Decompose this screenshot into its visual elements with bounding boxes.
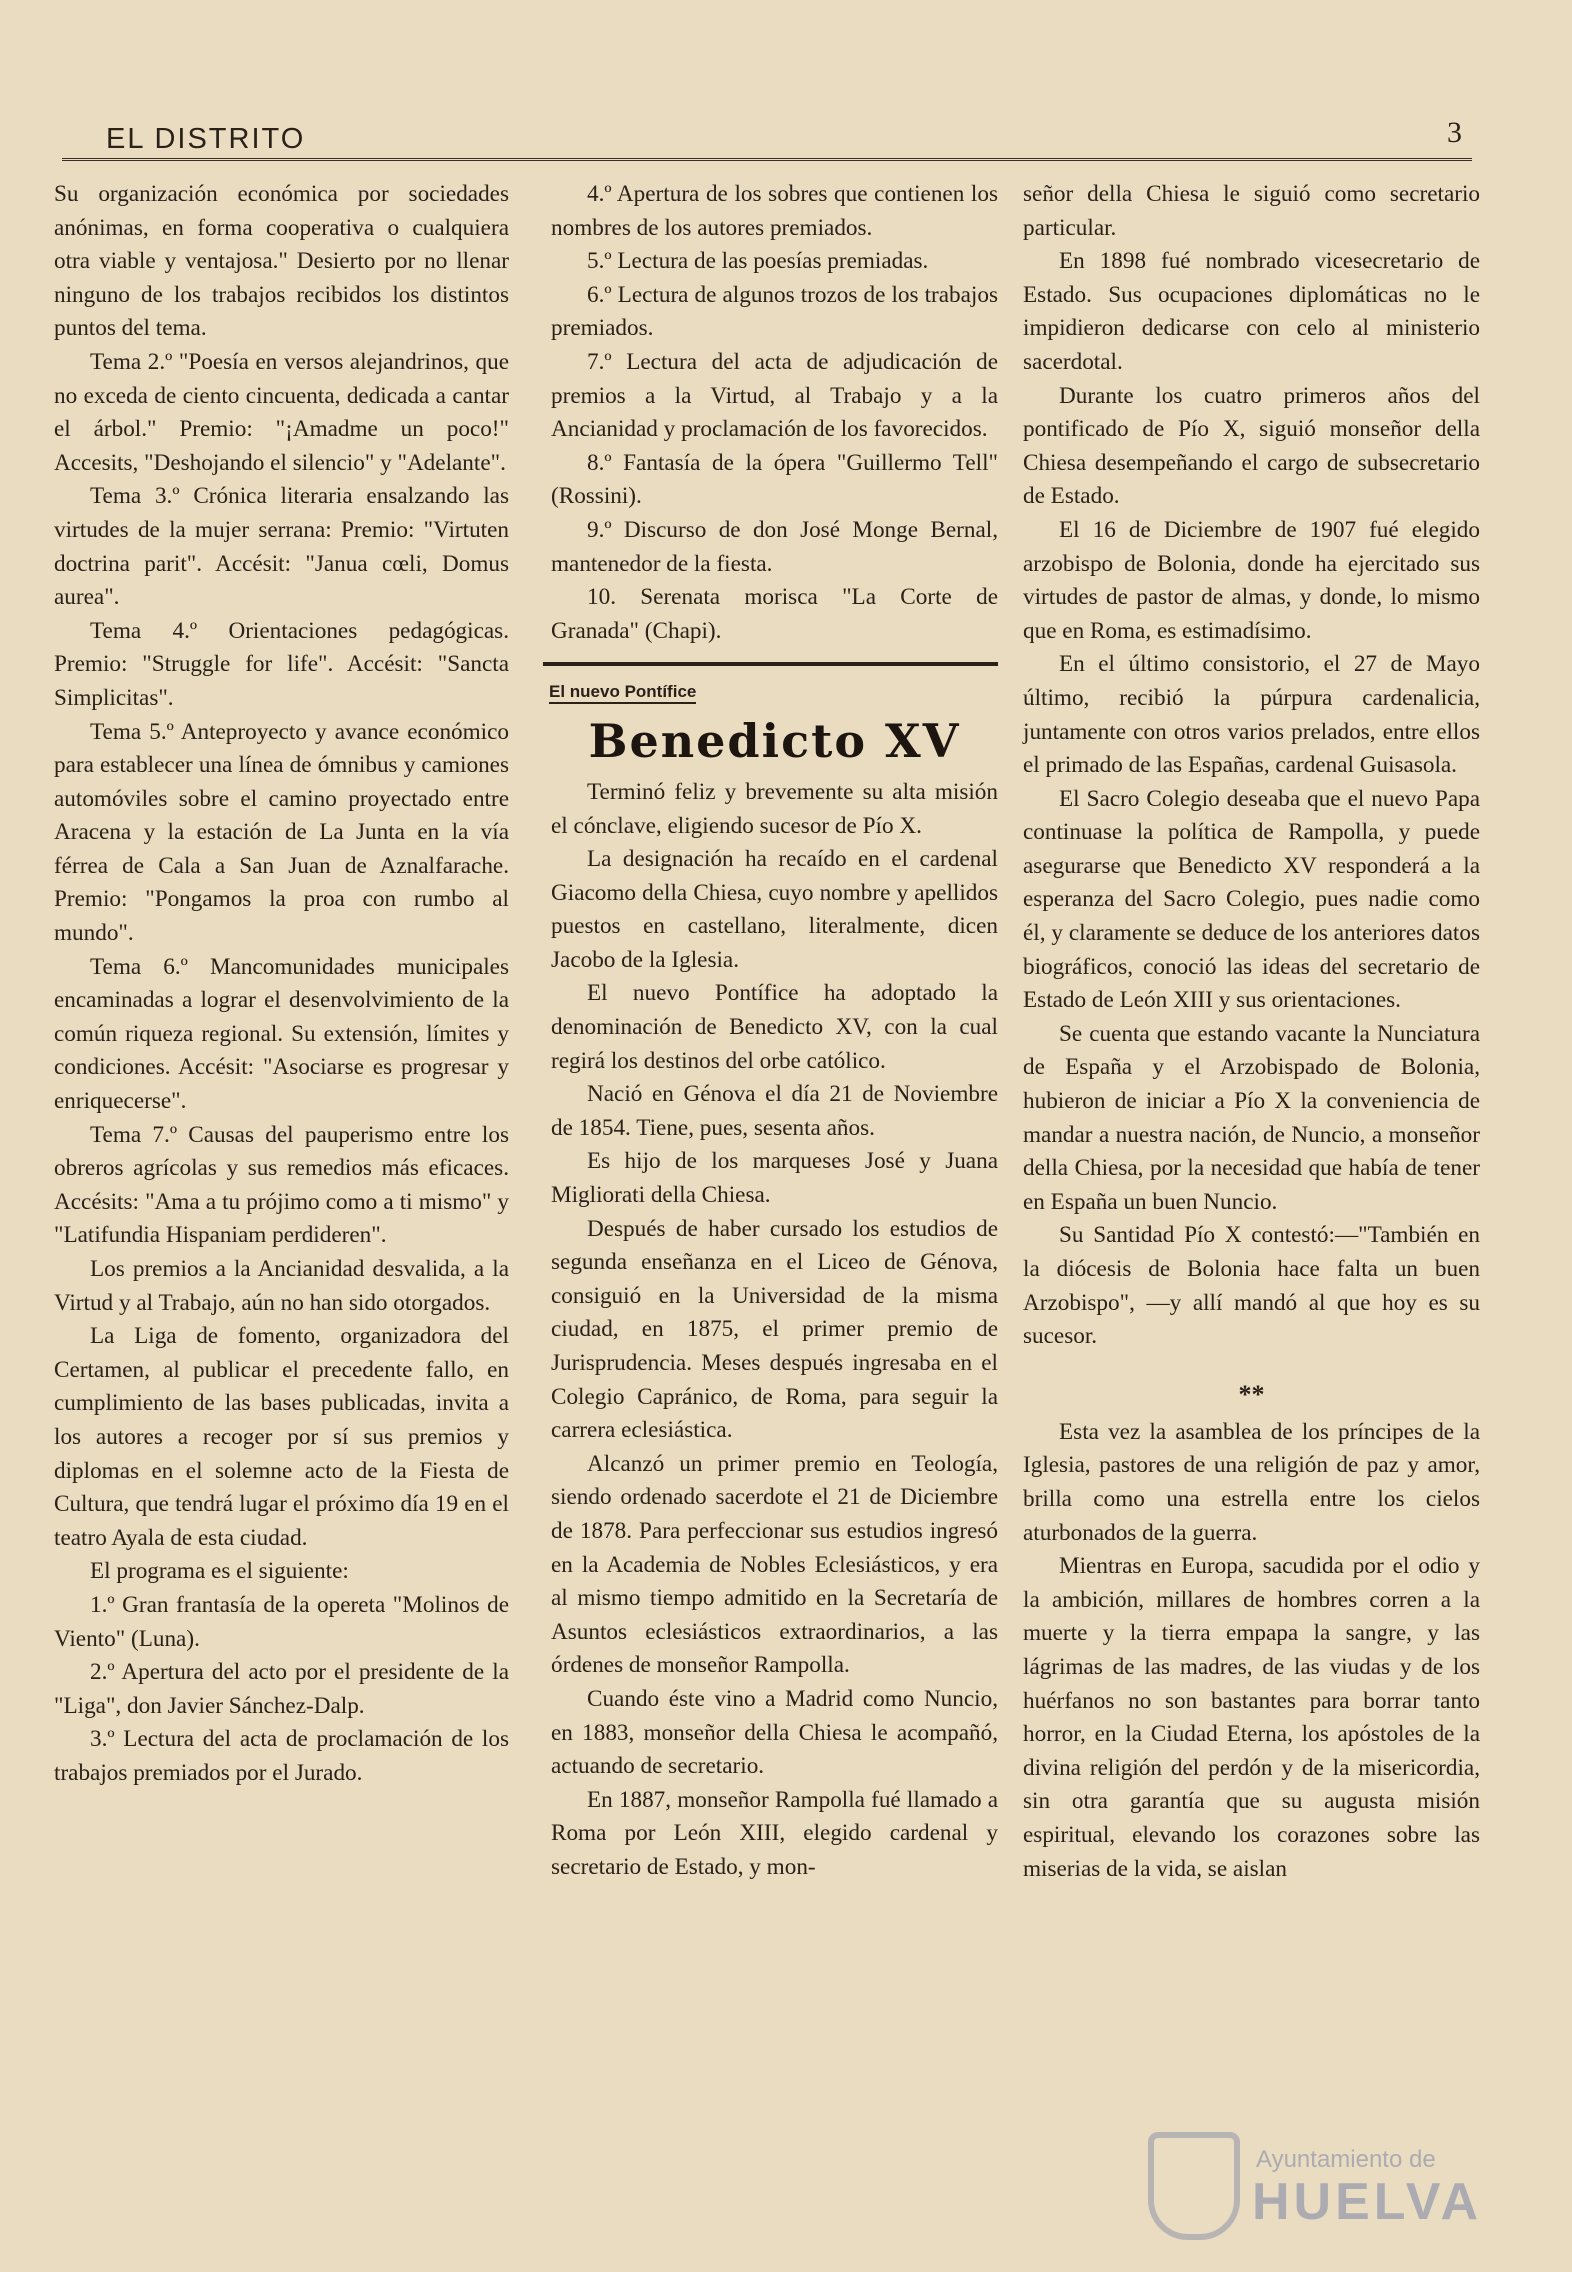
- paragraph: Después de haber cursado los estudios de segunda enseñanza en el Liceo de Génova, consiguió en la Universidad de la misma ciudad, en 1875, el primer premio de Jurisprudencia. Meses después ingresaba en el Colegio Capránico, de Roma, para seguir la carrera eclesiástica.: [551, 1215, 998, 1444]
- column-1: [54, 178, 509, 2172]
- watermark-top-text: Ayuntamiento de: [1256, 2146, 1436, 2173]
- article-kicker-wrap: [551, 674, 998, 708]
- program-item: 4.º Apertura de los sobres que contienen los nombres de los autores premiados.: [551, 181, 998, 241]
- paragraph: 2.º Apertura del acto por el presidente de la "Liga", don Javier Sánchez-Dalp.: [54, 1659, 509, 1719]
- paragraph: El 16 de Diciembre de 1907 fué elegido arzobispo de Bolonia, donde ha ejercitado sus virtudes de pastor de almas, y donde, lo mismo que en Roma, es estimadísimo.: [1023, 516, 1480, 644]
- program-item: 8.º Fantasía de la ópera "Guillermo Tell" (Rossini).: [551, 449, 998, 510]
- masthead: [62, 108, 1472, 161]
- paragraph: El nuevo Pontífice ha adoptado la denominación de Benedicto XV, con la cual regirá los destinos del orbe católico.: [551, 980, 998, 1074]
- paragraph: Se cuenta que estando vacante la Nunciatura de España y el Arzobispado de Bolonia, hubieron de iniciar a Pío X la conveniencia de mandar a nuestra nación, de Nuncio, a monseñor della Chiesa, por la necesidad que había de tener en España un buen Nuncio.: [1023, 1020, 1480, 1215]
- paragraph: Terminó feliz y brevemente su alta misión el cónclave, eligiendo sucesor de Pío X.: [551, 778, 998, 839]
- shield-icon: [1148, 2132, 1240, 2240]
- paragraph: Su organización económica por sociedades anónimas, en forma cooperativa o cualquiera otra viable y ventajosa." Desierto por no llenar ninguno de los trabajos recibidos los distintos puntos del tema.: [54, 181, 509, 342]
- paragraph: En 1887, monseñor Rampolla fué llamado a Roma por León XIII, elegido cardenal y secretario de Estado, y mon-: [551, 1786, 998, 1880]
- paragraph: Tema 5.º Anteproyecto y avance económico para establecer una línea de ómnibus y camiones automóviles sobre el camino proyectado entre Aracena y la estación de La Junta en la vía férrea de Cala a San Juan de Aznalfarache. Premio: "Pongamos la proa con rumbo al mundo".: [54, 718, 509, 947]
- paragraph: Tema 6.º Mancomunidades municipales encaminadas a lograr el desenvolvimiento de la común riqueza regional. Su extensión, límites y condiciones. Accésit: "Asociarse es progresar y enriquecerse".: [54, 953, 509, 1115]
- paragraph: En 1898 fué nombrado vicesecretario de Estado. Sus ocupaciones diplomáticas no le impidieron dedicarse con celo al ministerio sacerdotal.: [1023, 248, 1480, 375]
- watermark-bottom-text: HUELVA: [1252, 2173, 1483, 2231]
- paragraph: El Sacro Colegio deseaba que el nuevo Papa continuase la política de Rampolla, y puede asegurarse que Benedicto XV responderá a la esperanza del Sacro Colegio, pues nadie como él, y claramente se deduce de los anteriores datos biográficos, conoció las ideas del secretario de Estado de León XIII y sus orientaciones.: [1023, 785, 1480, 1014]
- section-rule: [543, 662, 998, 666]
- column-2: [551, 178, 998, 2172]
- program-item: 9.º Discurso de don José Monge Bernal, mantenedor de la fiesta.: [551, 516, 998, 577]
- program-item: 6.º Lectura de algunos trozos de los trabajos premiados.: [551, 281, 998, 342]
- paragraph: Tema 4.º Orientaciones pedagógicas. Premio: "Struggle for life". Accésit: "Sancta Simplicitas".: [54, 617, 509, 711]
- section-separator: **: [1238, 1379, 1265, 1409]
- paragraph: Nació en Génova el día 21 de Noviembre de 1854. Tiene, pues, sesenta años.: [551, 1081, 998, 1141]
- paragraph: 3.º Lectura del acta de proclamación de los trabajos premiados por el Jurado.: [54, 1726, 509, 1786]
- paragraph: Durante los cuatro primeros años del pontificado de Pío X, siguió monseñor della Chiesa desempeñando el cargo de subsecretario de Estado.: [1023, 382, 1480, 510]
- paragraph: Mientras en Europa, sacudida por el odio y la ambición, millares de hombres corren a la muerte y la tierra empapa la sangre, y las lágrimas de las madres, de las viudas y de los huérfanos no son bastantes para borrar tanto horror, en la Ciudad Eterna, los apóstoles de la divina religión del perdón y de la misericordia, sin otra garantía que su augusta misión espiritual, elevando los corazones sobre las miserias de la vida, se aislan: [1023, 1553, 1480, 1882]
- paragraph: La designación ha recaído en el cardenal Giacomo della Chiesa, cuyo nombre y apellidos puestos en castellano, literalmente, dicen Jacobo de la Iglesia.: [551, 846, 998, 973]
- program-item: 7.º Lectura del acta de adjudicación de premios a la Virtud, al Trabajo y a la Ancianidad y proclamación de los favorecidos.: [551, 348, 998, 443]
- article-kicker: El nuevo Pontífice: [549, 682, 696, 704]
- paragraph: 1.º Gran frantasía de la opereta "Molinos de Viento" (Luna).: [54, 1591, 509, 1652]
- column-3: [1023, 178, 1480, 2172]
- paragraph: Alcanzó un primer premio en Teología, siendo ordenado sacerdote el 21 de Diciembre de 1878. Para perfeccionar sus estudios ingresó en la Academia de Nobles Eclesiásticos, y era al mismo tiempo admitido en la Secretaría de Asuntos eclesiásticos extraordinarios, a las órdenes de monseñor Rampolla.: [551, 1450, 998, 1679]
- program-item: 5.º Lectura de las poesías premiadas.: [587, 248, 929, 275]
- paragraph: Cuando éste vino a Madrid como Nuncio, en 1883, monseñor della Chiesa le acompañó, actuando de secretario.: [551, 1685, 998, 1780]
- paragraph: Es hijo de los marqueses José y Juana Migliorati della Chiesa.: [551, 1148, 998, 1209]
- paragraph: Los premios a la Ancianidad desvalida, a la Virtud y al Trabajo, aún no han sido otorgados.: [54, 1256, 509, 1316]
- article-headline: Benedicto XV: [588, 713, 961, 768]
- archive-watermark: [1148, 2124, 1488, 2244]
- page-number: 3: [1447, 116, 1462, 149]
- paragraph: Tema 2.º "Poesía en versos alejandrinos, que no exceda de ciento cincuenta, dedicada a cantar el árbol." Premio: "¡Amadme un poco!" Accesits, "Deshojando el silencio" y "Adelante".: [54, 348, 509, 476]
- paragraph: Esta vez la asamblea de los príncipes de la Iglesia, pastores de una religión de paz y amor, brilla como una estrella entre los cielos aturbonados de la guerra.: [1023, 1418, 1480, 1546]
- newspaper-name: EL DISTRITO: [106, 123, 306, 155]
- paragraph: El programa es el siguiente:: [90, 1558, 349, 1585]
- paragraph: Tema 7.º Causas del pauperismo entre los obreros agrícolas y sus remedios más eficaces. Accésits: "Ama a tu prójimo como a ti mismo" y "Latifundia Hispaniam perdideren".: [54, 1121, 509, 1249]
- paragraph: Su Santidad Pío X contestó:—"También en la diócesis de Bolonia hace falta un buen Arzobispo", —y allí mandó al que hoy es su sucesor.: [1023, 1222, 1480, 1350]
- paragraph: La Liga de fomento, organizadora del Certamen, al publicar el precedente fallo, en cumplimiento de las bases publicadas, invita a los autores a recoger por sí sus premios y diplomas en el solemne acto de la Fiesta de Cultura, que tendrá lugar el próximo día 19 en el teatro Ayala de esta ciudad.: [54, 1323, 509, 1551]
- paragraph: En el último consistorio, el 27 de Mayo último, recibió la púrpura cardenalicia, juntamente con otros varios prelados, entre ellos el primado de las Españas, cardenal Guisasola.: [1023, 651, 1480, 779]
- paragraph: señor della Chiesa le siguió como secretario particular.: [1023, 181, 1480, 241]
- paragraph: Tema 3.º Crónica literaria ensalzando las virtudes de la mujer serrana: Premio: "Virtuten doctrina parit". Accésit: "Janua cœli, Domus aurea".: [54, 483, 509, 611]
- program-item: 10. Serenata morisca "La Corte de Granada" (Chapi).: [551, 584, 998, 644]
